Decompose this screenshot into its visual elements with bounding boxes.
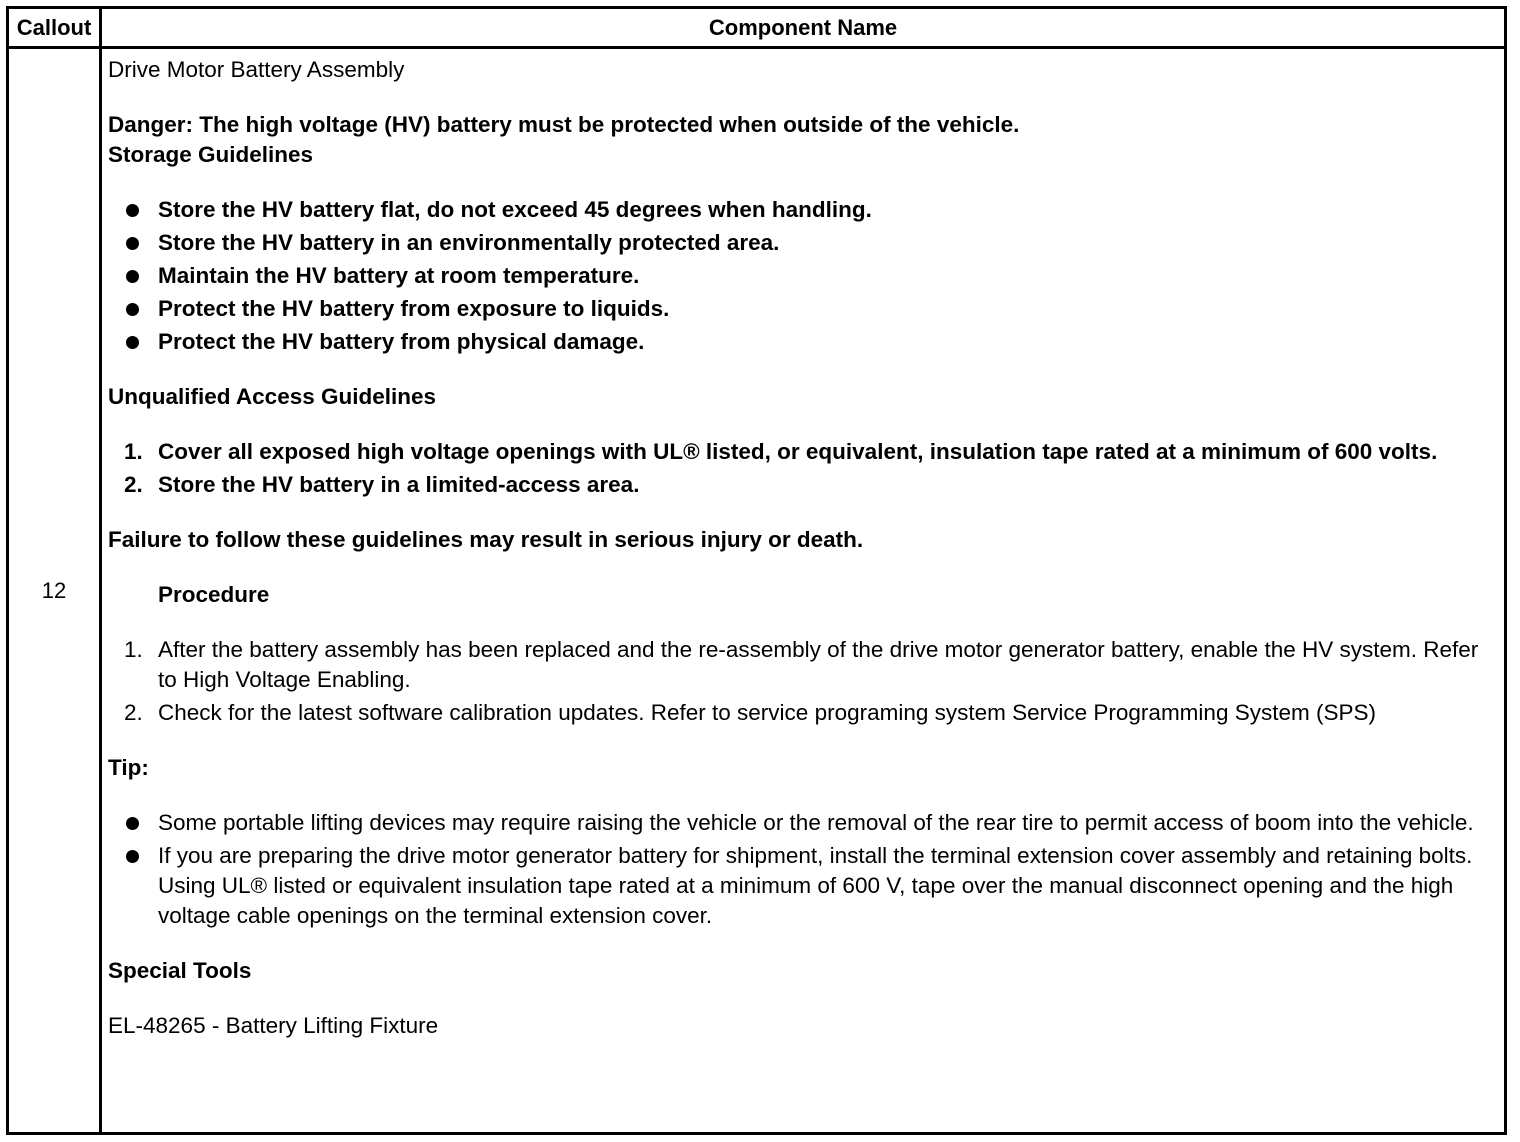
bullet-icon xyxy=(126,850,139,863)
special-tools-heading: Special Tools xyxy=(108,958,252,983)
list-item: 2. Check for the latest software calibration updates. Refer to service programing system Service Programming System (SPS) xyxy=(124,700,1376,725)
list-item: Maintain the HV battery at room temperature. xyxy=(108,261,1494,291)
storage-guidelines-list xyxy=(108,195,1494,357)
failure-warning: Failure to follow these guidelines may result in serious injury or death. xyxy=(108,527,864,552)
callout-column-header: Callout xyxy=(9,9,102,46)
bullet-icon xyxy=(126,237,139,250)
special-tool-item: EL-48265 - Battery Lifting Fixture xyxy=(108,1013,439,1038)
list-item: Protect the HV battery from exposure to liquids. xyxy=(108,294,1494,324)
list-item: Store the HV battery flat, do not exceed 45 degrees when handling. xyxy=(108,195,1494,225)
table-header-row xyxy=(9,9,1504,49)
procedure-list xyxy=(108,635,1494,728)
danger-statement: Danger: The high voltage (HV) battery must be protected when outside of the vehicle. xyxy=(108,112,1020,137)
list-item: Some portable lifting devices may require raising the vehicle or the removal of the rear tire to permit access of boom into the vehicle. xyxy=(108,808,1494,838)
tip-heading: Tip: xyxy=(108,755,149,780)
storage-guidelines-heading: Storage Guidelines xyxy=(108,142,314,167)
bullet-icon xyxy=(126,270,139,283)
component-title: Drive Motor Battery Assembly xyxy=(108,57,405,82)
component-table xyxy=(6,6,1507,1135)
tip-list xyxy=(108,808,1494,931)
list-item: 1. Cover all exposed high voltage openings with UL® listed, or equivalent, insulation tape rated at a minimum of 600 volts. xyxy=(124,439,1438,464)
list-item: 1. After the battery assembly has been replaced and the re-assembly of the drive motor generator battery, enable the HV system. Refer to High Voltage Enabling. xyxy=(124,637,1479,692)
list-item: 2. Store the HV battery in a limited-access area. xyxy=(124,472,640,497)
list-item: Protect the HV battery from physical damage. xyxy=(108,327,1494,357)
bullet-icon xyxy=(126,336,139,349)
callout-number: 12 xyxy=(9,49,102,1132)
unqualified-access-heading: Unqualified Access Guidelines xyxy=(108,384,437,409)
procedure-heading: Procedure xyxy=(158,582,270,607)
unqualified-access-list xyxy=(108,437,1494,500)
component-description xyxy=(102,49,1504,1132)
bullet-icon xyxy=(126,817,139,830)
list-item: If you are preparing the drive motor generator battery for shipment, install the terminal extension cover assembly and retaining bolts. Using UL® listed or equivalent insulation tape rated at a minimum of 600 V, tape over the manual disconnect opening and the high voltage cable openings on the terminal extension cover. xyxy=(108,841,1494,931)
bullet-icon xyxy=(126,303,139,316)
list-item: Store the HV battery in an environmentally protected area. xyxy=(108,228,1494,258)
component-name-column-header: Component Name xyxy=(708,14,898,40)
bullet-icon xyxy=(126,204,139,217)
table-row xyxy=(9,49,1504,1132)
